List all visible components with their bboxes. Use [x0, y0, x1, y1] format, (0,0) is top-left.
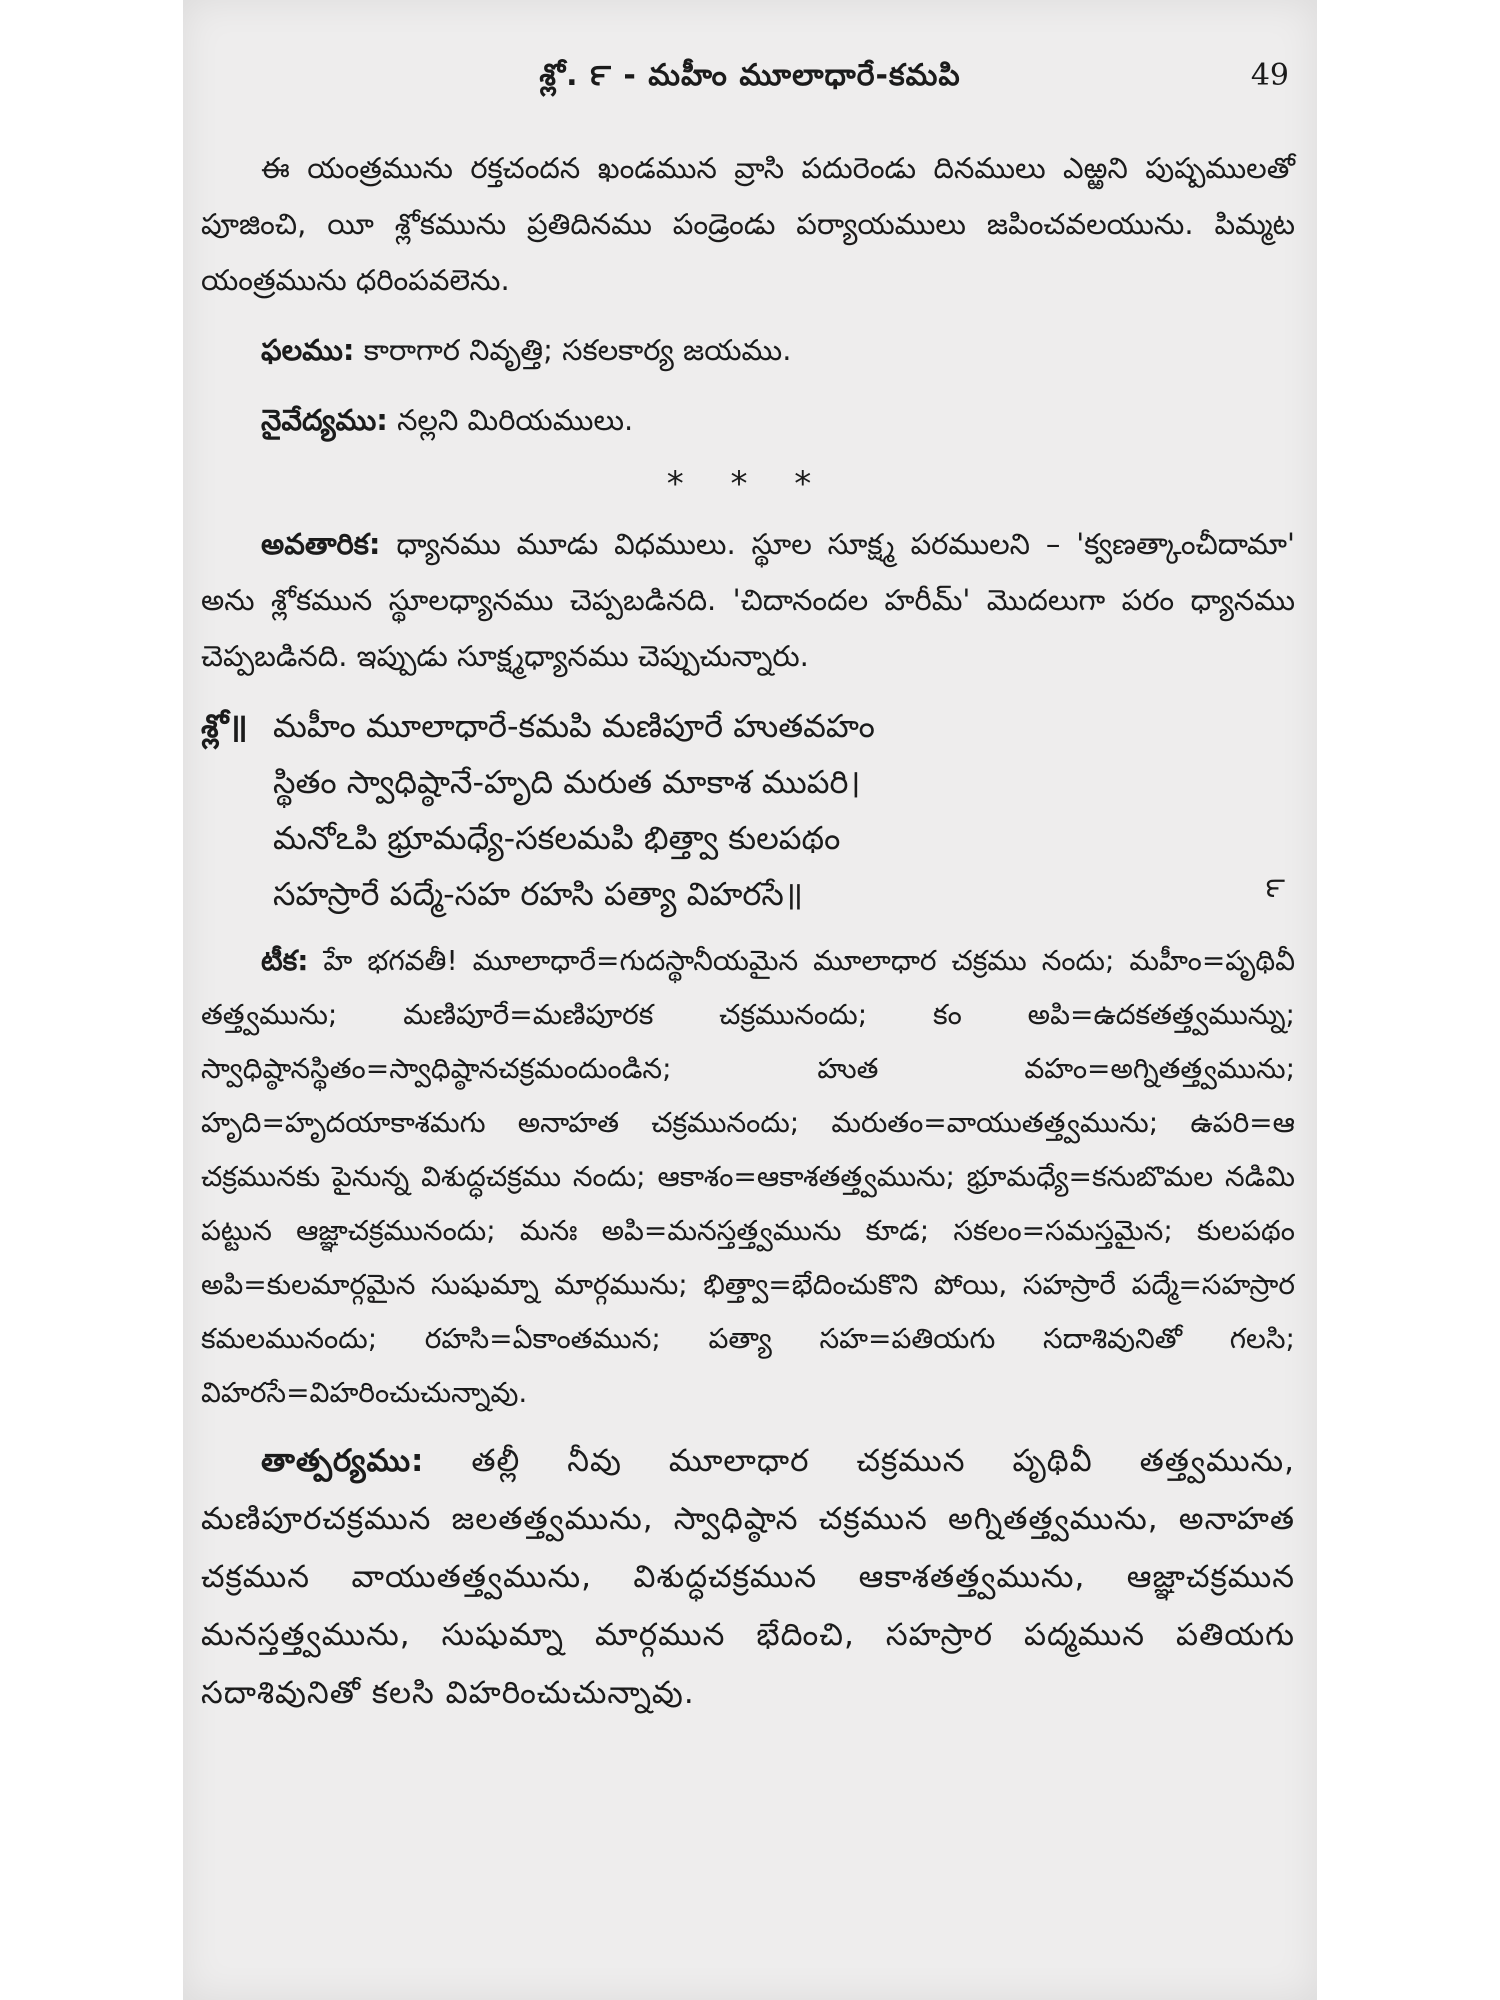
yantra-paragraph: ఈ యంత్రమును రక్తచందన ఖండమున వ్రాసి పదురెండు దినములు ఎఱ్ఱని పుష్పములతో పూజించి, యీ శ్లోకమును ప్రతిదినము పండ్రెండు పర్యాయములు జపించవలయును. పిమ్మట యంత్రమును ధరింపవలెను.: [201, 151, 1295, 297]
book-page: [183, 0, 1317, 2000]
verse-line: మనోఽపి భ్రూమధ్యే-సకలమపి భిత్త్వా కులపథం: [273, 819, 841, 857]
tatparyamu-text: తల్లీ నీవు మూలాధార చక్రమున పృథివీ తత్త్వమును, మణిపూరచక్రమున జలతత్త్వమును, స్వాధిష్ఠాన చక్రమున అగ్నితత్త్వమును, అనాహత చక్రమున వాయుతత్త్వమును, విశుద్ధచక్రమున ఆకాశతత్త్వమును, ఆజ్ఞాచక్రమున మనస్తత్త్వమును, సుషుమ్నా మార్గమున భేదించి, సహస్రార పద్మమున పతియగు సదాశివునితో కలసి విహరించుచున్నావు.: [201, 1443, 1295, 1711]
phalamu-line: [201, 322, 1295, 378]
running-title: శ్లో. ౯ - మహీం మూలాధారే-కమపి: [539, 58, 961, 93]
avatarika-label: అవతారిక:: [261, 527, 381, 561]
verse-line: మహీం మూలాధారే-కమపి మణిపూరే హుతవహం: [273, 707, 875, 745]
section-separator: * * *: [666, 464, 830, 504]
page-header: [183, 58, 1317, 98]
phalamu-label: ఫలము:: [261, 333, 355, 367]
verse-number: ౯: [1265, 871, 1285, 904]
tika-text: హే భగవతీ! మూలాధారే=గుదస్థానీయమైన మూలాధార చక్రము నందు; మహీం=పృథివీ తత్త్వమును; మణిపూరే=మణిపూరక చక్రమునందు; కం అపి=ఉదకతత్త్వమున్ను; స్వాధిష్ఠానస్థితం=స్వాధిష్ఠానచక్రమందుండిన; హుత వహం=అగ్నితత్త్వమును; హృది=హృదయాకాశమగు అనాహత చక్రమునందు; మరుతం=వాయుతత్త్వమును; ఉపరి=ఆ చక్రమునకు పైనున్న విశుద్ధచక్రము నందు; ఆకాశం=ఆకాశతత్త్వమును; భ్రూమధ్యే=కనుబొమల నడిమి పట్టున ఆజ్ఞాచక్రమునందు; మనః అపి=మనస్తత్త్వమును కూడ; సకలం=సమస్తమైన; కులపథం అపి=కులమార్గమైన సుషుమ్నా మార్గమును; భిత్త్వా=భేదించుకొని పోయి, సహస్రారే పద్మే=సహస్రార కమలమునందు; రహసి=ఏకాంతమున; పత్యా సహ=పతియగు సదాశివునితో గలసి; విహరసే=విహరించుచున్నావు.: [201, 944, 1295, 1409]
phalamu-text: కారాగార నివృత్తి; సకలకార్య జయము.: [363, 333, 792, 367]
avatarika-text: ధ్యానము మూడు విధములు. స్థూల సూక్ష్మ పరములని – 'క్వణత్కాంచీదామా' అను శ్లోకమున స్థూలధ్యానము చెప్పబడినది. 'చిదానందల హరీమ్' మొదలుగా పరం ధ్యానము చెప్పబడినది. ఇప్పుడు సూక్ష్మధ్యానము చెప్పుచున్నారు.: [201, 527, 1296, 673]
tika-label: టీక:: [261, 944, 309, 977]
naivedyamu-label: నైవేద్యము:: [261, 403, 388, 437]
tika-paragraph: [201, 934, 1295, 1420]
verse-line: స్థితం స్వాధిష్ఠానే-హృది మరుత మాకాశ ముపరి।: [273, 763, 861, 801]
verse-line: సహస్రారే పద్మే-సహ రహసి పత్యా విహరసే॥: [273, 875, 803, 913]
tatparyamu-label: తాత్పర్యము:: [261, 1443, 425, 1479]
naivedyamu-line: [201, 392, 1295, 448]
sloka-mark: శ్లో॥: [201, 707, 248, 745]
page-number: 49: [1250, 58, 1289, 93]
page-body: [201, 140, 1295, 1722]
sloka-verse: [201, 698, 1295, 922]
avatarika-paragraph: [201, 516, 1295, 684]
naivedyamu-text: నల్లని మిరియములు.: [397, 403, 634, 437]
tatparyamu-paragraph: [201, 1432, 1295, 1722]
